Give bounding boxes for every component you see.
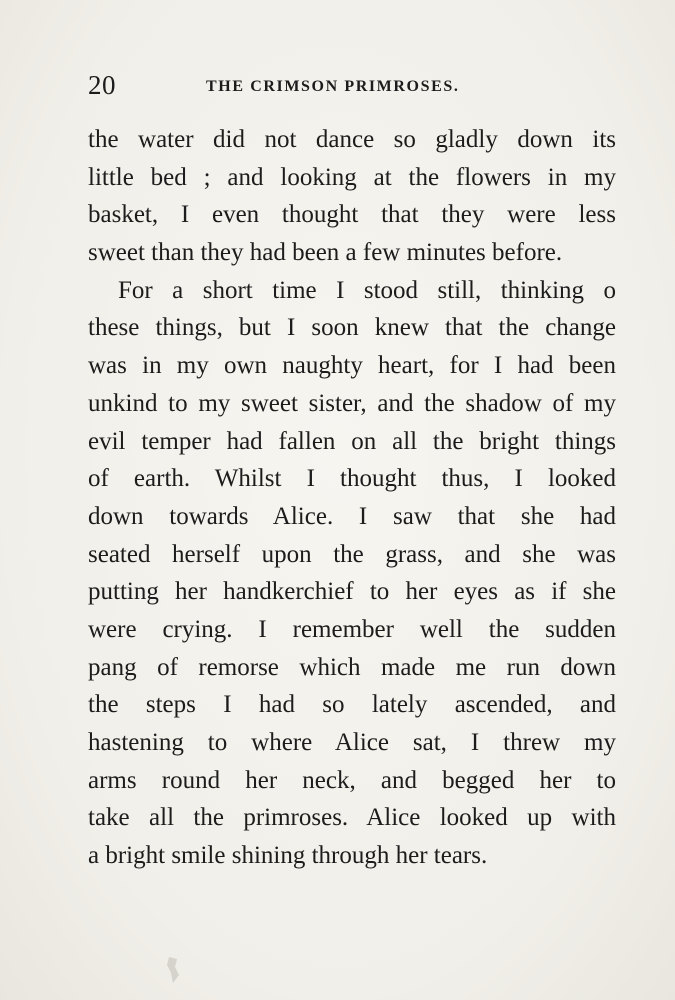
running-head <box>88 70 618 104</box>
text-line: the water did not dance so gladly down its <box>88 126 616 153</box>
text-line: was in my own naughty heart, for I had been <box>88 352 616 380</box>
text-line: down towards Alice. I saw that she had <box>88 502 616 530</box>
running-title: THE CRIMSON PRIMROSES. <box>206 78 460 95</box>
text-line: unkind to my sweet sister, and the shadow of my <box>88 389 616 417</box>
page-number: 20 <box>88 70 116 100</box>
text-line: these things, but I soon knew that the change <box>88 314 616 342</box>
text-line: seated herself upon the grass, and she was <box>88 540 616 568</box>
text-line: putting her handkerchief to her eyes as if she <box>88 578 616 606</box>
text-line: take all the primroses. Alice looked up with <box>88 804 616 832</box>
text-line: were crying. I remember well the sudden <box>88 615 616 643</box>
text-line: a bright smile shining through her tears. <box>88 842 488 870</box>
text-line: little bed ; and looking at the flowers in my <box>88 163 616 191</box>
text-line: For a short time I stood still, thinking o <box>118 276 616 304</box>
text-line: sweet than they had been a few minutes before. <box>88 239 563 267</box>
text-line: of earth. Whilst I thought thus, I looked <box>88 465 616 493</box>
text-line: basket, I even thought that they were less <box>88 201 616 229</box>
text-line: evil temper had fallen on all the bright things <box>88 427 616 455</box>
body-text <box>88 121 616 875</box>
text-line: pang of remorse which made me run down <box>88 653 616 681</box>
paper-blemish <box>165 955 183 985</box>
text-line: arms round her neck, and begged her to <box>88 766 616 794</box>
text-line: the steps I had so lately ascended, and <box>88 691 616 719</box>
text-line: hastening to where Alice sat, I threw my <box>88 729 616 756</box>
